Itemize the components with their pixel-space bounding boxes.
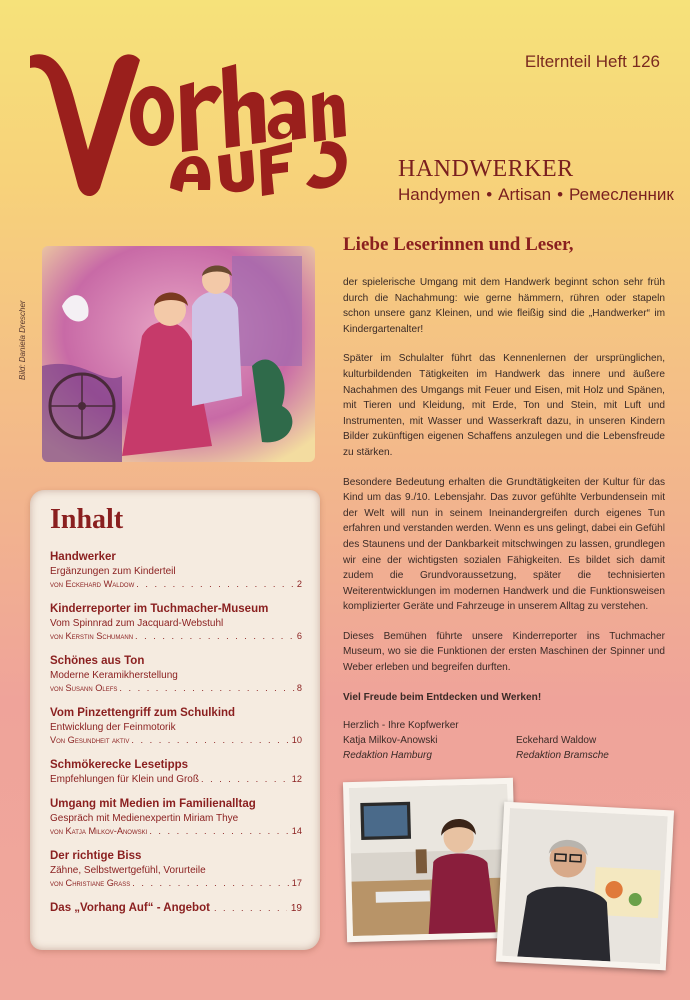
toc-entry-page: 17 bbox=[291, 878, 302, 888]
letter-body bbox=[343, 275, 665, 719]
subtheme-separator: • bbox=[557, 185, 564, 204]
toc-entry-author: von Eckehard Waldow bbox=[50, 579, 135, 589]
letter-greeting: Liebe Leserinnen und Leser, bbox=[343, 234, 574, 255]
table-of-contents bbox=[30, 490, 320, 950]
subtheme-en: Handymen bbox=[398, 185, 481, 204]
toc-entry-subtitle: Zähne, Selbstwertgefühl, Vorurteile bbox=[50, 865, 206, 876]
theme-subtitle bbox=[398, 185, 674, 205]
cover-illustration bbox=[42, 246, 315, 462]
toc-entry[interactable] bbox=[50, 550, 302, 591]
toc-entry-page: 10 bbox=[291, 735, 302, 745]
toc-entry-subtitle: Moderne Keramikherstellung bbox=[50, 670, 178, 681]
toc-entry[interactable] bbox=[50, 758, 302, 786]
dot-leader bbox=[132, 877, 290, 890]
letter-closing: Viel Freude beim Entdecken und Werken! bbox=[343, 691, 542, 703]
letter-regards: Herzlich - Ihre Kopfwerker bbox=[343, 720, 459, 731]
letter-paragraph: der spielerische Umgang mit dem Handwerk beginnt schon sehr früh durch die Nachahmung: wie gerne hämmern, rühren oder stapeln schon unsere ganz Kleinen, und wie fleißig sind die „Handwerker“ im Kindergartenalter! bbox=[343, 277, 665, 335]
letter-signature bbox=[343, 718, 665, 763]
toc-entry-subtitle: Empfehlungen für Klein und Groß bbox=[50, 774, 199, 785]
signer-name: Eckehard Waldow bbox=[516, 735, 597, 746]
toc-entry-subtitle: Gespräch mit Medienexpertin Miriam Thye bbox=[50, 813, 239, 824]
toc-entry-title: Handwerker bbox=[50, 551, 116, 563]
toc-entry-title: Umgang mit Medien im Familienalltag bbox=[50, 798, 256, 810]
theme-title: HANDWERKER bbox=[398, 156, 574, 182]
dot-leader bbox=[119, 682, 294, 695]
toc-entry-title: Schmökerecke Lesetipps bbox=[50, 759, 189, 771]
vorhang-auf-logo bbox=[22, 38, 352, 208]
letter-paragraph: Besondere Bedeutung erhalten die Grundtätigkeiten der Kultur für das Kind um das 9./10. Lebensjahr. Das zuvor gefühlte Verbundensein mit der Welt will nun in seinem Ineinandergreifen durch eigenes Tun erfahren und verstanden werden. Wenn es uns gelingt, dabei ein Gefühl des Staunens und der Dankbarkeit mitschwingen zu lassen, grundlegen wir eine der wichtigsten sozialen Fähigkeiten. Es bildet sich damit zudem die Grundvoraussetzung, später die technisierten Weiterentwicklungen im modernen Handwerk und die Funktionsweisen komplizierter Geräte und Fahrzeuge in unserem Alltag zu verstehen. bbox=[343, 476, 665, 613]
man-with-glasses-photo bbox=[502, 808, 668, 964]
toc-entry-page: 12 bbox=[291, 774, 302, 784]
toc-entry-title: Der richtige Biss bbox=[50, 850, 142, 862]
dot-leader bbox=[214, 901, 287, 916]
toc-entry-title: Das „Vorhang Auf“ - Angebot bbox=[50, 902, 210, 914]
toc-entry[interactable] bbox=[50, 654, 302, 695]
dot-leader bbox=[149, 825, 289, 838]
toc-entry-title: Kinderreporter im Tuchmacher-Museum bbox=[50, 603, 269, 615]
toc-entry-subtitle: Vom Spinnrad zum Jacquard-Webstuhl bbox=[50, 618, 224, 629]
toc-entry-author: von Christiane Grass bbox=[50, 878, 131, 888]
toc-list bbox=[50, 550, 302, 927]
toc-entry-author: von Kerstin Schumann bbox=[50, 631, 134, 641]
woman-at-computer-photo bbox=[349, 784, 511, 936]
toc-entry-page: 19 bbox=[290, 903, 302, 914]
toc-entry[interactable] bbox=[50, 849, 302, 890]
toc-entry-subtitle: Ergänzungen zum Kinderteil bbox=[50, 566, 176, 577]
letter-paragraph: Später im Schulalter führt das Kennenlernen der ursprünglichen, kulturbildenden Tätigkeiten im Handwerk das innere und äußere Nachahmen des Umgangs mit Feuer und Eisen, mit Holz und Spänen, mit Tieren und Kleidung, mit Erde, Ton und Stein, mit Luft und Instrumenten, mit Wasser und Wasserkraft dazu, in unseren Kindern Bilder zukünftigen eigenen Schaffens anzulegen und die Lebensfreude zu stärken. bbox=[343, 353, 665, 458]
toc-entry[interactable] bbox=[50, 901, 302, 916]
signer-role: Redaktion Hamburg bbox=[343, 750, 432, 761]
dot-leader bbox=[136, 578, 295, 591]
signer-name: Katja Milkov-Anowski bbox=[343, 735, 438, 746]
toc-entry-author: von Katja Milkov-Anowski bbox=[50, 826, 148, 836]
dot-leader bbox=[201, 773, 290, 786]
toc-entry-page: 8 bbox=[296, 683, 302, 693]
editor-photo-bramsche bbox=[496, 802, 674, 971]
toc-entry[interactable] bbox=[50, 602, 302, 643]
toc-entry-page: 14 bbox=[291, 826, 302, 836]
dot-leader bbox=[131, 734, 289, 747]
subtheme-ru: Ремесленник bbox=[569, 185, 674, 204]
dot-leader bbox=[135, 630, 295, 643]
toc-entry-page: 2 bbox=[296, 579, 302, 589]
subtheme-fr: Artisan bbox=[498, 185, 552, 204]
toc-entry-title: Schönes aus Ton bbox=[50, 655, 145, 667]
toc-entry-author: von Susann Olefs bbox=[50, 683, 118, 693]
toc-entry-author: Von Gesundheit aktiv bbox=[50, 735, 130, 745]
toc-entry[interactable] bbox=[50, 797, 302, 838]
spinning-wheel-illustration bbox=[42, 246, 315, 462]
editor-photo-hamburg bbox=[343, 778, 517, 942]
toc-entry-title: Vom Pinzettengriff zum Schulkind bbox=[50, 707, 236, 719]
toc-entry[interactable] bbox=[50, 706, 302, 747]
subtheme-separator: • bbox=[486, 185, 493, 204]
toc-entry-subtitle: Entwicklung der Feinmotorik bbox=[50, 722, 176, 733]
illustration-credit: Bild: Daniela Drescher bbox=[18, 300, 27, 380]
letter-paragraph: Dieses Bemühen führte unsere Kinderreporter ins Tuchmacher Museum, wo sie die Funktionen der ersten Maschinen der Spinner und Weber erleben und begreifen durften. bbox=[343, 630, 665, 674]
toc-entry-page: 6 bbox=[296, 631, 302, 641]
toc-title: Inhalt bbox=[50, 504, 124, 535]
issue-label: Elternteil Heft 126 bbox=[524, 52, 660, 71]
signer-role: Redaktion Bramsche bbox=[516, 750, 609, 761]
